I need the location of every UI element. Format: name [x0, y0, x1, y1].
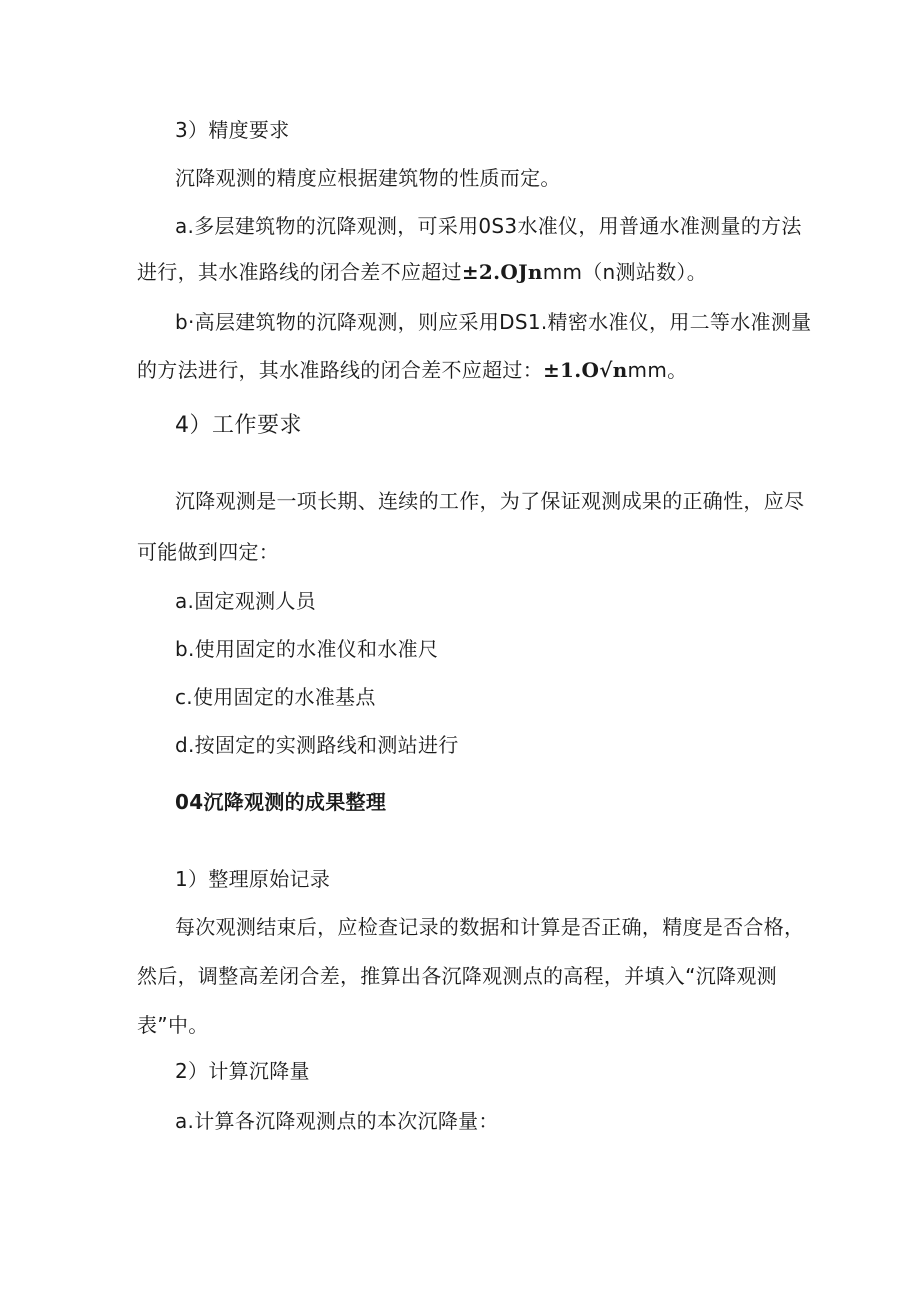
section3-item-a-line2 [137, 258, 707, 286]
chapter04-sub2-item-a: a.计算各沉降观测点的本次沉降量： [175, 1109, 499, 1133]
section4-item-c: c.使用固定的水准基点 [175, 685, 376, 709]
section4-item-b: b.使用固定的水准仪和水准尺 [175, 637, 439, 661]
section3-item-a-line1: a.多层建筑物的沉降观测，可采用0S3水准仪，用普通水准测量的方法 [175, 214, 802, 238]
section3-intro: 沉降观测的精度应根据建筑物的性质而定。 [175, 166, 561, 190]
section3-heading: 3）精度要求 [175, 118, 290, 142]
section4-item-a: a.固定观测人员 [175, 589, 317, 613]
chapter04-sub1-heading: 1）整理原始记录 [175, 867, 331, 891]
section3-item-b-line1: b·高层建筑物的沉降观测，则应采用DS1.精密水准仪，用二等水准测量 [175, 310, 812, 334]
chapter04-sub1-line2: 然后，调整高差闭合差，推算出各沉降观测点的高程，并填入“沉降观测 [137, 964, 777, 988]
item-b-text: 的方法进行，其水准路线的闭合差不应超过： [137, 358, 543, 382]
chapter04-sub1-line1: 每次观测结束后，应检查记录的数据和计算是否正确，精度是否合格， [175, 915, 805, 939]
item-b-formula: ±1.O√n [543, 358, 628, 382]
item-a-unit: mm（n测站数）。 [542, 260, 708, 284]
chapter04-sub1-line3: 表”中。 [137, 1013, 209, 1037]
chapter04-heading: 04沉降观测的成果整理 [175, 790, 387, 814]
item-a-text: 进行，其水准路线的闭合差不应超过 [137, 260, 462, 284]
item-a-formula: ±2.OJn [461, 260, 543, 284]
section4-para-line2: 可能做到四定： [137, 540, 280, 564]
chapter04-sub2-heading: 2）计算沉降量 [175, 1059, 310, 1083]
section4-item-d: d.按固定的实测路线和测站进行 [175, 733, 459, 757]
section4-heading: 4）工作要求 [175, 413, 302, 438]
section3-item-b-line2 [137, 356, 687, 384]
item-b-unit: mm。 [627, 358, 688, 382]
section4-para-line1: 沉降观测是一项长期、连续的工作，为了保证观测成果的正确性，应尽 [175, 489, 805, 513]
